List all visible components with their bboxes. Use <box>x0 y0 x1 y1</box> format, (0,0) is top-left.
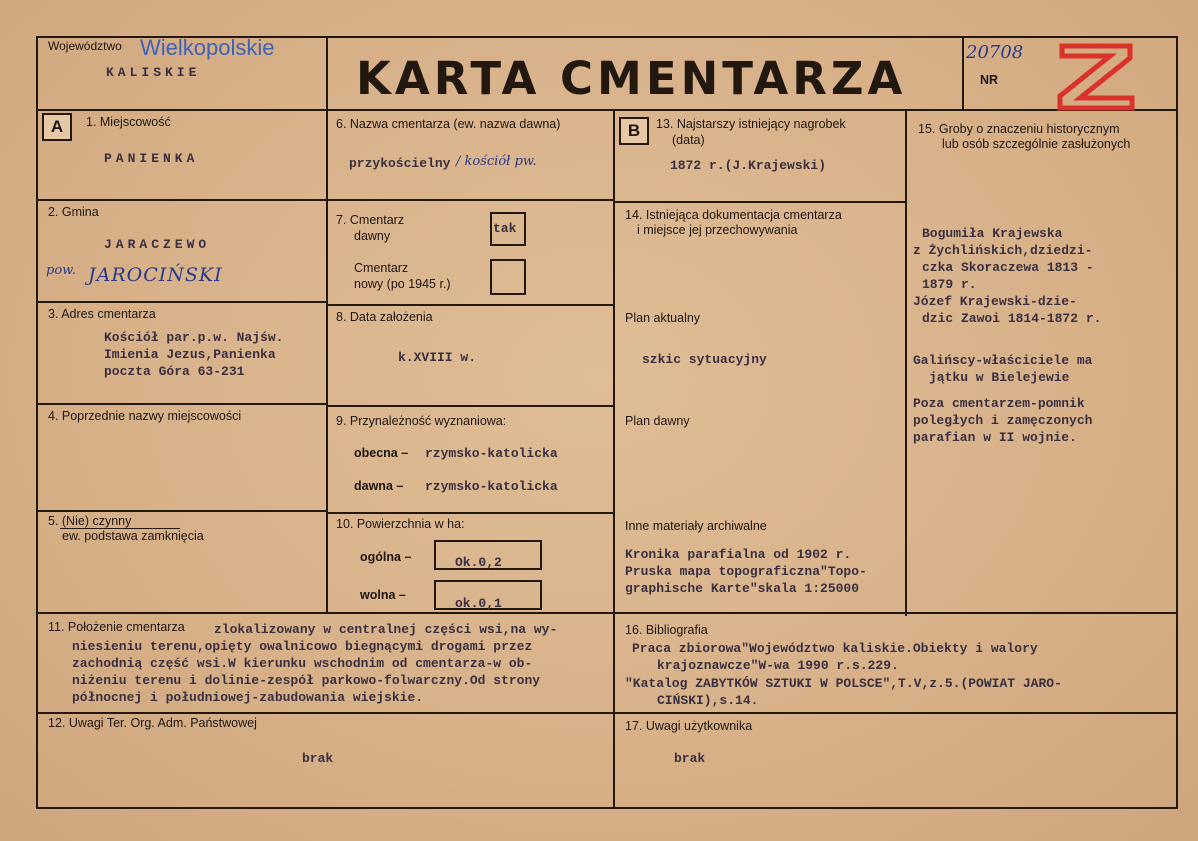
card-title: KARTA CMENTARZA <box>356 52 907 105</box>
field-10-total-value: Ok.0,2 <box>455 555 502 570</box>
field-5-label-2: ew. podstawa zamknięcia <box>62 529 204 543</box>
section-b-box: B <box>619 117 649 145</box>
section-a-box: A <box>42 113 72 141</box>
field-3-line-1: Kościół par.p.w. Najśw. <box>104 330 284 345</box>
field-9-label: 9. Przynależność wyznaniowa: <box>336 414 507 428</box>
field-3-label: 3. Adres cmentarza <box>48 307 156 321</box>
field-15-line-1: Bogumiła Krajewska <box>922 226 1063 241</box>
archives-line-3: graphische Karte"skala 1:25000 <box>625 581 860 596</box>
field-11-line-1: zlokalizowany w centralnej części wsi,na wy- <box>214 622 558 637</box>
field-10-label: 10. Powierzchnia w ha: <box>336 517 465 531</box>
field-15-line-3: czka Skoraczewa 1813 - <box>922 260 1094 275</box>
field-11-line-2: niesieniu terenu,opięty owalnicowo biegnącymi drogami przez <box>72 639 533 654</box>
field-5-label-1: 5. (Nie) czynny <box>48 514 132 528</box>
field-9-former-label: dawna – <box>354 479 404 493</box>
field-2-hand-prefix: pow. <box>46 263 76 278</box>
row-divider-full-2 <box>36 712 1178 714</box>
field-11-line-3: zachodnią część wsi.W kierunku wschodnim od cmentarza-w ob- <box>72 656 533 671</box>
field-15-line-5: Józef Krajewski-dzie- <box>913 294 1077 309</box>
row-divider-l4 <box>36 510 327 512</box>
field-10-free-value: ok.0,1 <box>455 596 502 611</box>
row-divider-r1 <box>613 201 906 203</box>
field-16-line-2: krajoznawcze"W-wa 1990 r.s.229. <box>657 658 899 673</box>
col-divider-3 <box>905 109 907 616</box>
field-15-line-10: Poza cmentarzem-pomnik <box>913 396 1085 411</box>
field-7-old-label-2: dawny <box>354 229 391 243</box>
header-divider <box>36 109 1178 111</box>
field-17-label: 17. Uwagi użytkownika <box>625 719 753 733</box>
field-11-label: 11. Położenie cmentarza <box>48 620 185 634</box>
archives-line-2: Pruska mapa topograficzna"Topo- <box>625 564 867 579</box>
field-7-new-label-2: nowy (po 1945 r.) <box>354 277 451 291</box>
voivodeship-typed: KALISKIE <box>106 65 201 80</box>
row-divider-l3 <box>36 403 327 405</box>
row-divider-m1 <box>326 199 614 201</box>
field-15-line-8: Galińscy-właściciele ma <box>913 353 1093 368</box>
field-6-value: przykościelny <box>349 156 451 171</box>
card-number-handwritten: 20708 <box>966 42 1024 63</box>
voivodeship-label: Województwo <box>48 39 122 53</box>
field-7-new-label-1: Cmentarz <box>354 261 409 275</box>
field-16-label: 16. Bibliografia <box>625 623 708 637</box>
field-13-value: 1872 r.(J.Krajewski) <box>670 158 827 173</box>
row-divider-full-1 <box>36 612 1178 614</box>
field-6-hand-value: / kościół pw. <box>456 154 537 169</box>
field-4-label: 4. Poprzednie nazwy miejscowości <box>48 409 242 423</box>
field-1-label: 1. Miejscowość <box>86 115 171 129</box>
field-7-old-value: tak <box>493 221 517 236</box>
field-12-value: brak <box>302 751 334 766</box>
field-15-line-6: dzic Zawoi 1814-1872 r. <box>922 311 1102 326</box>
field-16-line-3: "Katalog ZABYTKÓW SZTUKI W POLSCE",T.V,z.5.(POWIAT JARO- <box>625 676 1062 691</box>
field-2-hand-value: JAROCIŃSKI <box>88 264 223 286</box>
field-17-value: brak <box>674 751 706 766</box>
field-9-former-value: rzymsko-katolicka <box>425 479 558 494</box>
field-14-label-1: 14. Istniejąca dokumentacja cmentarza <box>625 208 842 222</box>
row-divider-l2 <box>36 301 327 303</box>
plan-former-label: Plan dawny <box>625 414 690 428</box>
field-11-line-5: północnej i południowej-zabudowania wiejskie. <box>72 690 424 705</box>
nr-label: NR <box>980 73 999 87</box>
field-8-label: 8. Data założenia <box>336 310 433 324</box>
field-14-label-2: i miejsce jej przechowywania <box>637 223 798 237</box>
field-12-label: 12. Uwagi Ter. Org. Adm. Państwowej <box>48 716 257 730</box>
field-8-value: k.XVIII w. <box>398 350 477 365</box>
field-15-line-4: 1879 r. <box>922 277 977 292</box>
field-15-line-9: jątku w Bielejewie <box>929 370 1070 385</box>
col-divider-2 <box>613 109 615 809</box>
plan-current-label: Plan aktualny <box>625 311 701 325</box>
row-divider-m4 <box>326 512 614 514</box>
field-16-line-1: Praca zbiorowa"Województwo kaliskie.Obiekty i walory <box>632 641 1038 656</box>
field-1-value: PANIENKA <box>104 151 199 166</box>
frame-right <box>1176 36 1178 809</box>
field-10-free-label: wolna – <box>360 588 406 602</box>
field-3-line-3: poczta Góra 63-231 <box>104 364 245 379</box>
field-15-label-2: lub osób szczególnie zasłużonych <box>942 137 1131 151</box>
field-3-line-2: Imienia Jezus,Panienka <box>104 347 276 362</box>
archives-line-1: Kronika parafialna od 1902 r. <box>625 547 852 562</box>
field-15-line-2: z Żychlińskich,dziedzi- <box>913 243 1093 258</box>
row-divider-m3 <box>326 405 614 407</box>
field-9-current-value: rzymsko-katolicka <box>425 446 558 461</box>
archives-label: Inne materiały archiwalne <box>625 519 767 533</box>
field-13-label-1: 13. Najstarszy istniejący nagrobek <box>656 117 846 131</box>
voivodeship-stamp: Wielkopolskie <box>140 35 275 60</box>
header-left-divider <box>326 36 328 111</box>
row-divider-m2 <box>326 304 614 306</box>
frame-left <box>36 36 38 809</box>
field-7-new-checkbox <box>490 259 526 295</box>
field-16-line-4: CIŃSKI),s.14. <box>657 693 759 708</box>
col-divider-1 <box>326 109 328 614</box>
frame-bottom <box>36 807 1178 809</box>
row-divider-l1 <box>36 199 327 201</box>
category-z-mark <box>1056 40 1136 112</box>
field-2-label: 2. Gmina <box>48 205 99 219</box>
field-15-line-11: poległych i zamęczonych <box>913 413 1093 428</box>
field-15-line-12: parafian w II wojnie. <box>913 430 1077 445</box>
plan-current-value: szkic sytuacyjny <box>642 352 767 367</box>
field-11-line-4: niżeniu terenu i dolinie-zespół parkowo-folwarczny.Od strony <box>72 673 541 688</box>
field-9-current-label: obecna – <box>354 446 409 460</box>
field-6-label: 6. Nazwa cmentarza (ew. nazwa dawna) <box>336 117 561 131</box>
category-z-text <box>1090 70 1091 71</box>
field-10-total-label: ogólna – <box>360 550 412 564</box>
field-13-label-2: (data) <box>672 133 705 147</box>
field-7-old-label-1: 7. Cmentarz <box>336 213 405 227</box>
field-15-label-1: 15. Groby o znaczeniu historycznym <box>918 122 1120 136</box>
header-right-divider <box>962 36 964 111</box>
field-2-value: JARACZEWO <box>104 237 211 252</box>
